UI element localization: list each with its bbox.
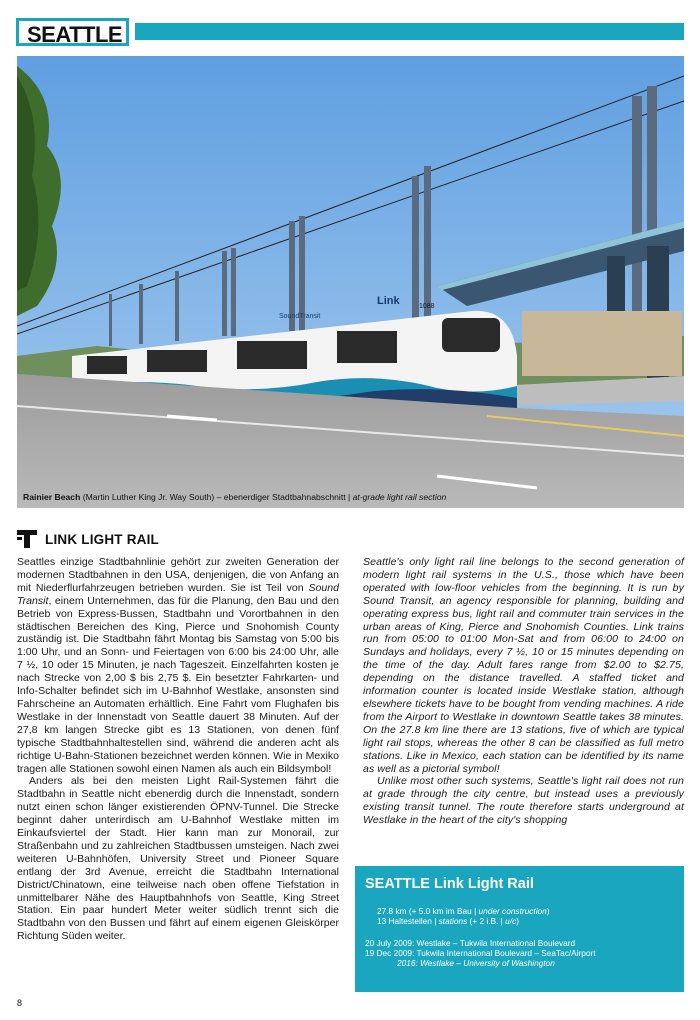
stations-italic: stations — [438, 916, 468, 926]
header-title-box — [16, 18, 129, 46]
german-p1-part-b: , einem Unternehmen, das für die Planung, den Bau und den Betrieb von Express-Bussen, Stadtbahn und Vorortbahnen in den städtischen Bereichen des King, Pierce und Snohomish County zuständig ist. Die Stadtbahn fährt Montag bis Samstag von 5:00 bis 1:00 Uhr, und an Sonn- und Feiertagen von 6:00 bis 24:00 Uhr, alle 7 ½, 10 oder 15 Minuten, je nach Tageszeit. Einzelfahrten kosten je nach Strecke von 2,00 $ bis 2,75 $. Ein besetzter Fahrkarten- und Info-Schalter befindet sich im U-Bahnhof Westlake, ansonsten sind Fahrscheine an Automaten erhältlich. Eine Fahrt vom Flughafen bis Westlake in der Innenstadt von Seattle dauert 38 Minuten. Auf der 27,8 km langen Strecke gibt es 13 Stationen, von denen fünf typische Stadtbahnhaltestellen sind, während die anderen acht als richtige U-Bahn-Stationen bezeichnet werden können. Wie in Mexiko tragen alle Stationen sowohl einen Namen als auch ein Bildsymbol! — [17, 594, 339, 775]
photo-caption — [23, 492, 446, 502]
header-accent-bar — [135, 23, 684, 40]
transit-logo-icon — [17, 530, 37, 548]
length-italic: under construction — [478, 906, 547, 916]
train-number-label: 1088 — [419, 303, 435, 310]
caption-location: Rainier Beach — [23, 492, 81, 502]
english-column — [363, 556, 684, 827]
german-column — [17, 556, 339, 943]
stations-close: ) — [516, 916, 519, 926]
train-photo — [17, 56, 684, 508]
page-title: SEATTLE — [27, 22, 123, 47]
facts-length — [377, 906, 550, 916]
stations-extra: (+ 2 i.B. | — [467, 916, 506, 926]
german-p1-italic: Sound Transit — [17, 581, 339, 607]
facts-history-3 — [397, 958, 555, 968]
german-paragraph-2: Anders als bei den meisten Light Rail-Systemen fährt die Stadtbahn in Seattle nicht ebenerdig durch die Innenstadt, sondern nutzt einen schon länger existierenden ÖPNV-Tunnel. Die Strecke beginnt daher unterirdisch am U-Bahnhof Westlake mitten im Einkaufsviertel der Stadt. Hier kann man zur Monorail, zur Straßenbahn und zu zahlreichen Stadtbussen umsteigen. Nach zwei weiteren U-Bahnhöfen, University Street und Pioneer Square entlang der 3rd Avenue, erreicht die Stadtbahn International District/Chinatown, eine teilweise nach oben offene Tiefstation in unmittelbarer Nähe des Hauptbahnhofs von Seattle, King Street Station. Ein paar hundert Meter weiter südlich trennt sich die Stadtbahn von den Bussen und fährt auf einem eigenen Gleiskörper Richtung Süden weiter. — [17, 775, 339, 943]
length-close: ) — [546, 906, 550, 916]
facts-stations — [377, 916, 519, 926]
stations-italic-2: u/c — [505, 916, 517, 926]
section-heading — [17, 530, 159, 548]
page-header — [16, 18, 684, 46]
history-3-text: 2016: Westlake – University of Washington — [397, 958, 555, 968]
train-operator-label: SoundTransit — [279, 313, 321, 320]
caption-description: (Martin Luther King Jr. Way South) – ebenerdiger Stadtbahnabschnitt | — [80, 492, 353, 502]
section-title: LINK LIGHT RAIL — [45, 531, 159, 547]
train-brand-label: Link — [377, 295, 400, 307]
caption-translation: at-grade light rail section — [352, 492, 447, 502]
german-paragraph-1 — [17, 556, 339, 775]
stations-text: 13 Haltestellen | — [377, 916, 439, 926]
facts-history-1: 20 July 2009: Westlake – Tukwila International Boulevard — [365, 938, 576, 948]
station-building — [522, 311, 682, 376]
facts-history-2: 19 Dec 2009: Tukwila International Boulevard – SeaTac/Airport — [365, 948, 596, 958]
photo-illustration — [17, 56, 684, 508]
length-text: 27.8 km (+ 5.0 km im Bau | — [377, 906, 479, 916]
facts-box-title: SEATTLE Link Light Rail — [365, 876, 534, 892]
english-paragraph-1: Seattle's only light rail line belongs to the second generation of modern light rail systems in the U.S., those which have been operated with low-floor vehicles from the beginning. It is run by Sound Transit, an agency responsible for planning, building and operating express bus, light rail and commuter train services in the urban areas of King, Pierce and Snohomish Counties. Link trains run from 05:00 to 01:00 Mon-Sat and from 06:00 to 24:00 on Sundays and holidays, every 7 ½, 10 or 15 minutes depending on the time of the day. Adult fares range from $2.00 to $2.75, depending on the distance travelled. A staffed ticket and information counter is located inside Westlake station, although elsewhere tickets have to be bought from vending machines. A ride from the Airport to Westlake in downtown Seattle takes 38 minutes. On the 27.8 km line there are 13 stations, five of which are typical light rail stops, whereas the other 8 can be classified as full metro stations. Like in Mexico, each station can be identified by its name as well as a pictorial symbol! — [363, 556, 684, 775]
english-paragraph-2: Unlike most other such systems, Seattle's light rail does not run at grade through the city centre, but instead uses a previously existing transit tunnel. The route therefore starts underground at Westlake in the heart of the city's shopping — [363, 775, 684, 827]
german-p1-part-a: Seattles einzige Stadtbahnlinie gehört zur zweiten Generation der modernen Stadtbahnen in den USA, denjenigen, die von Anfang an mit Niederflurfahrzeugen betrieben wurden. Sie ist Teil von — [17, 556, 339, 594]
page-number: 8 — [17, 998, 23, 1008]
facts-box — [355, 866, 684, 992]
